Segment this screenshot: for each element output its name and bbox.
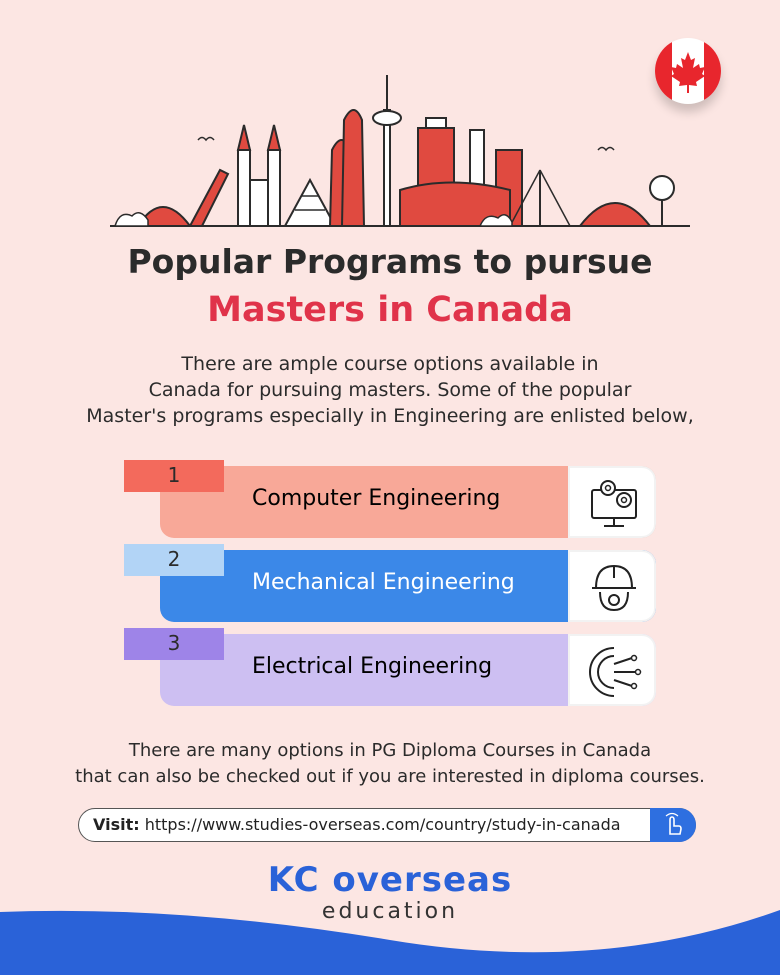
visit-text: [93, 815, 621, 834]
intro-line: Canada for pursuing masters. Some of the popular: [148, 379, 632, 401]
program-number: 1: [124, 460, 224, 492]
visit-button[interactable]: [650, 808, 696, 842]
circuit-gear-icon: [570, 636, 658, 708]
program-label: Computer Engineering: [252, 486, 501, 511]
intro-line: There are ample course options available in: [181, 353, 599, 375]
page-subtitle: Masters in Canada: [207, 290, 573, 330]
program-label: Electrical Engineering: [252, 654, 493, 679]
intro-line: Master's programs especially in Engineering are enlisted below,: [86, 405, 694, 427]
program-item-electrical-engineering: [160, 631, 656, 706]
brand-subtitle: education: [321, 899, 459, 924]
program-item-mechanical-engineering: [160, 547, 656, 622]
canada-skyline-illustration: [110, 70, 690, 230]
intro-paragraph: [40, 351, 740, 429]
computer-gears-icon: [570, 468, 658, 540]
hard-hat-gear-icon: [570, 552, 658, 624]
page-title: Popular Programs to pursue: [127, 242, 653, 281]
visit-link-bar[interactable]: [78, 808, 696, 842]
outro-line: There are many options in PG Diploma Courses in Canada: [128, 740, 652, 761]
visit-url[interactable]: https://www.studies-overseas.com/country/study-in-canada: [144, 815, 621, 834]
program-item-computer-engineering: [160, 463, 656, 538]
program-icon-box: [568, 466, 656, 538]
outro-line: that can also be checked out if you are interested in diploma courses.: [75, 766, 705, 787]
program-icon-box: [568, 550, 656, 622]
outro-paragraph: [40, 738, 740, 790]
brand-logo-text: KC overseas: [267, 860, 513, 900]
pointer-hand-icon: [650, 808, 696, 842]
program-number: 3: [124, 628, 224, 660]
program-icon-box: [568, 634, 656, 706]
visit-label: Visit:: [93, 815, 140, 834]
program-number: 2: [124, 544, 224, 576]
program-label: Mechanical Engineering: [252, 570, 515, 595]
